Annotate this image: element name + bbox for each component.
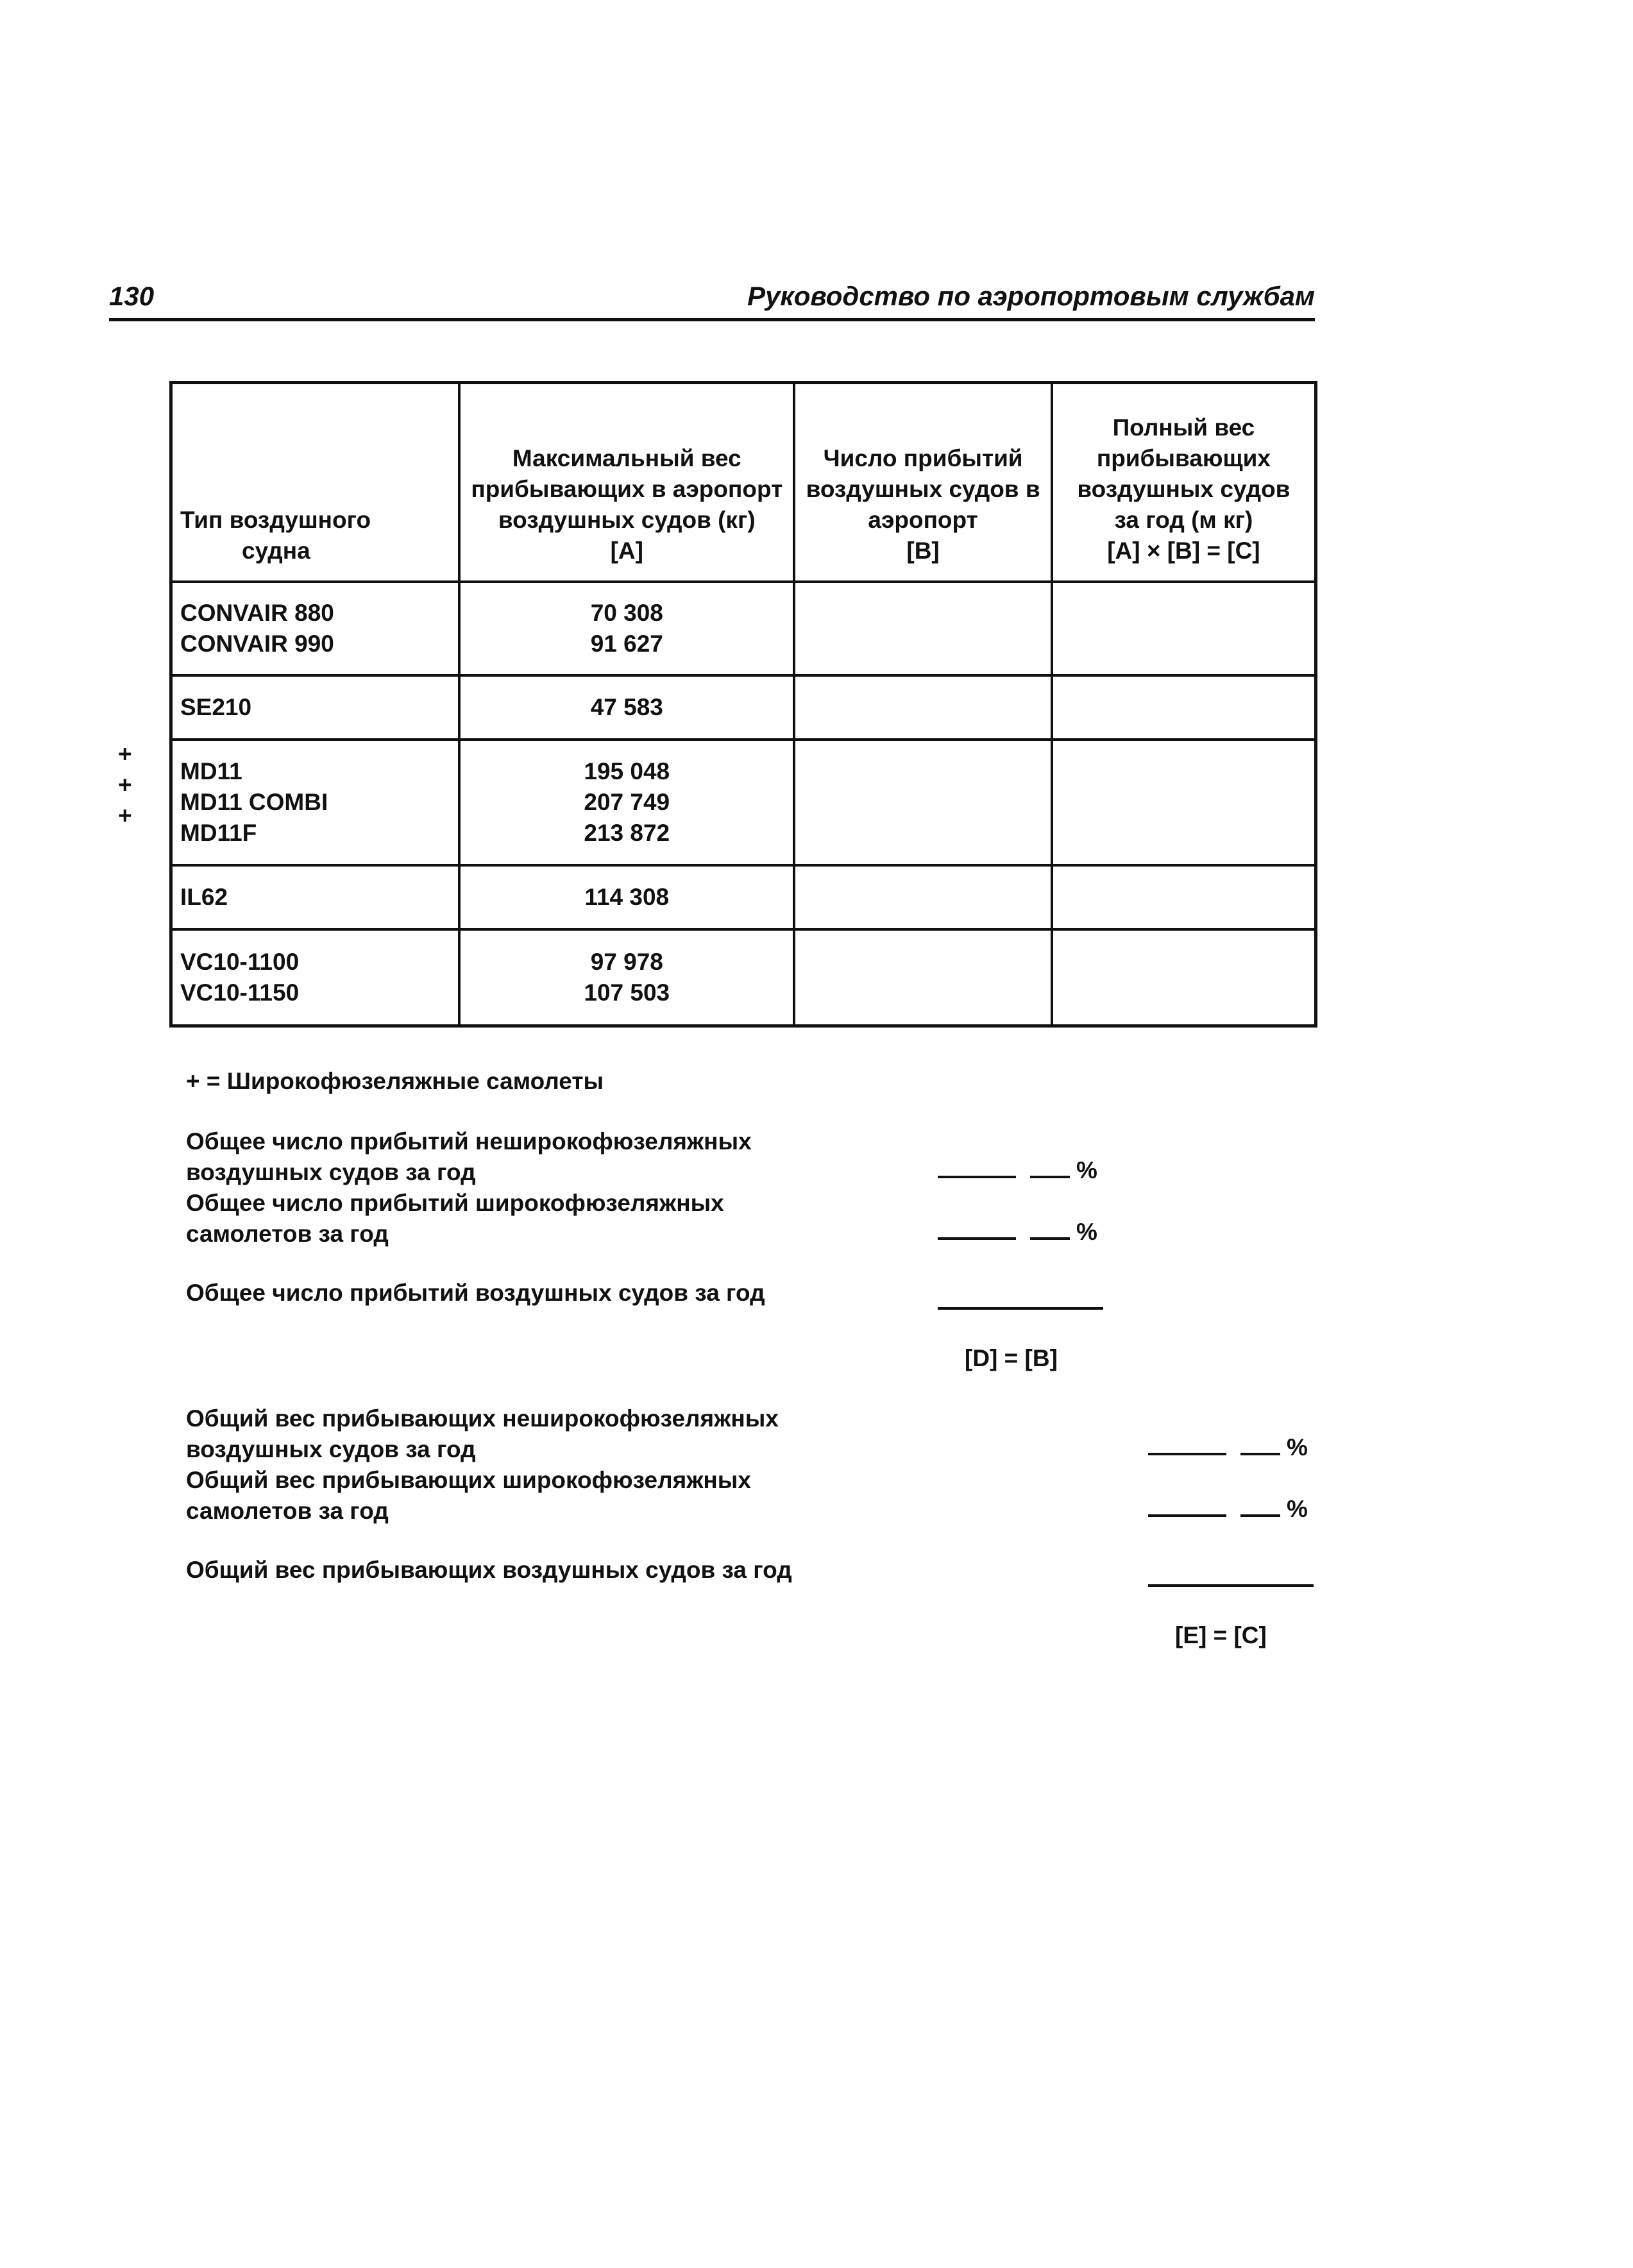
page-number: 130 — [109, 281, 155, 311]
narrow-weight-value-blank[interactable] — [1148, 1453, 1226, 1455]
header-line: прибывающих в аэропорт — [471, 476, 783, 502]
max-weight: 114 308 — [584, 884, 670, 910]
header-line: [A] × [B] = [C] — [1107, 537, 1260, 564]
aircraft-type: CONVAIR 880 — [180, 600, 334, 626]
header-rule — [109, 318, 1315, 321]
aircraft-type: VC10-1150 — [180, 979, 300, 1006]
widebody-mark: + — [118, 772, 132, 798]
widebody-legend: + = Широкофюзеляжные самолеты — [186, 1068, 604, 1094]
table-row — [171, 929, 1316, 1026]
wide-weight-value-blank[interactable] — [1148, 1514, 1226, 1517]
total-weight-cell[interactable] — [1052, 740, 1316, 865]
percent-sign: % — [1076, 1219, 1097, 1245]
wide-arrivals-field — [938, 1219, 1097, 1246]
aircraft-type: MD11F — [180, 820, 257, 846]
label-line: Общее число прибытий неширокофюзеляжных — [186, 1128, 752, 1155]
table-row — [171, 675, 1316, 740]
total-arrivals-label: Общее число прибытий воздушных судов за год — [186, 1280, 765, 1306]
header-line: Максимальный вес — [512, 445, 741, 471]
wide-weight-pct-blank[interactable] — [1240, 1514, 1280, 1517]
wide-arrivals-label — [186, 1188, 724, 1249]
label-line: воздушных судов за год — [186, 1159, 476, 1185]
arrivals-formula: [D] = [B] — [965, 1345, 1058, 1371]
label-line: Общий вес прибывающих неширокофюзеляжных — [186, 1405, 779, 1432]
arrivals-cell[interactable] — [794, 740, 1052, 865]
aircraft-type: VC10-1100 — [180, 948, 300, 975]
aircraft-type: CONVAIR 990 — [180, 630, 334, 657]
header-line: Число прибытий — [823, 445, 1023, 471]
header-max-weight — [459, 383, 794, 582]
table-row — [171, 865, 1316, 929]
max-weight-cell — [459, 582, 794, 675]
header-line: Полный вес — [1112, 414, 1255, 441]
total-weight-blank[interactable] — [1148, 1584, 1314, 1587]
narrow-arrivals-count-blank[interactable] — [938, 1176, 1016, 1178]
header-total-weight — [1052, 383, 1316, 582]
header-line: судна — [242, 537, 310, 564]
aircraft-type: SE210 — [180, 694, 252, 720]
percent-sign: % — [1287, 1496, 1308, 1522]
label-line: Общее число прибытий широкофюзеляжных — [186, 1190, 724, 1216]
label-line: самолетов за год — [186, 1498, 389, 1524]
table-row — [171, 582, 1316, 675]
max-weight-cell — [459, 929, 794, 1026]
wide-arrivals-count-blank[interactable] — [938, 1237, 1016, 1240]
weights-formula: [E] = [C] — [1175, 1622, 1267, 1648]
aircraft-type: IL62 — [180, 884, 228, 910]
total-weight-cell[interactable] — [1052, 675, 1316, 740]
narrow-weight-pct-blank[interactable] — [1240, 1453, 1280, 1455]
max-weight: 97 978 — [590, 948, 663, 975]
widebody-mark: + — [118, 741, 132, 767]
total-weight-cell[interactable] — [1052, 582, 1316, 675]
aircraft-type-cell — [171, 929, 460, 1026]
max-weight: 195 048 — [584, 758, 670, 784]
wide-weight-field — [1148, 1496, 1308, 1523]
header-aircraft-type — [171, 383, 460, 582]
header-line: [A] — [610, 537, 643, 564]
aircraft-type: MD11 COMBI — [180, 789, 328, 815]
arrivals-cell[interactable] — [794, 865, 1052, 929]
header-line: аэропорт — [868, 507, 978, 533]
header-line: воздушных судов (кг) — [498, 507, 756, 533]
wide-weight-label — [186, 1465, 751, 1527]
total-weight-label: Общий вес прибывающих воздушных судов за год — [186, 1557, 792, 1583]
aircraft-weight-table — [169, 381, 1317, 1028]
aircraft-type-cell — [171, 865, 460, 929]
percent-sign: % — [1287, 1434, 1308, 1460]
label-line: воздушных судов за год — [186, 1436, 476, 1462]
max-weight-cell — [459, 865, 794, 929]
header-line: за год (м кг) — [1114, 507, 1253, 533]
max-weight-cell — [459, 675, 794, 740]
narrow-arrivals-pct-blank[interactable] — [1030, 1176, 1070, 1178]
arrivals-cell[interactable] — [794, 929, 1052, 1026]
aircraft-type-cell — [171, 740, 460, 865]
header-line: Тип воздушного — [180, 507, 371, 533]
label-line: Общий вес прибывающих широкофюзеляжных — [186, 1467, 751, 1493]
widebody-mark: + — [118, 802, 132, 829]
max-weight-cell — [459, 740, 794, 865]
header-line: [B] — [906, 537, 940, 564]
max-weight: 47 583 — [590, 694, 663, 720]
max-weight: 91 627 — [590, 630, 663, 657]
wide-arrivals-pct-blank[interactable] — [1030, 1237, 1070, 1240]
total-weight-cell[interactable] — [1052, 929, 1316, 1026]
header-arrivals — [794, 383, 1052, 582]
total-arrivals-blank[interactable] — [938, 1307, 1103, 1310]
running-title: Руководство по аэропортовым службам — [747, 281, 1315, 311]
aircraft-type-cell — [171, 675, 460, 740]
widebody-markers — [118, 739, 132, 831]
aircraft-type-cell — [171, 582, 460, 675]
total-weight-cell[interactable] — [1052, 865, 1316, 929]
table-header-row — [171, 383, 1316, 582]
header-line: прибывающих — [1096, 445, 1271, 471]
max-weight: 207 749 — [584, 789, 670, 815]
arrivals-cell[interactable] — [794, 675, 1052, 740]
arrivals-cell[interactable] — [794, 582, 1052, 675]
max-weight: 107 503 — [584, 979, 670, 1006]
narrow-weight-label — [186, 1403, 779, 1465]
narrow-arrivals-field — [938, 1157, 1097, 1184]
max-weight: 213 872 — [584, 820, 670, 846]
narrow-arrivals-label — [186, 1126, 752, 1188]
header-line: воздушных судов — [1077, 476, 1290, 502]
max-weight: 70 308 — [590, 600, 663, 626]
table-row — [171, 740, 1316, 865]
narrow-weight-field — [1148, 1434, 1308, 1461]
header-line: воздушных судов в — [806, 476, 1040, 502]
percent-sign: % — [1076, 1157, 1097, 1183]
aircraft-type: MD11 — [180, 758, 242, 784]
label-line: самолетов за год — [186, 1221, 389, 1247]
